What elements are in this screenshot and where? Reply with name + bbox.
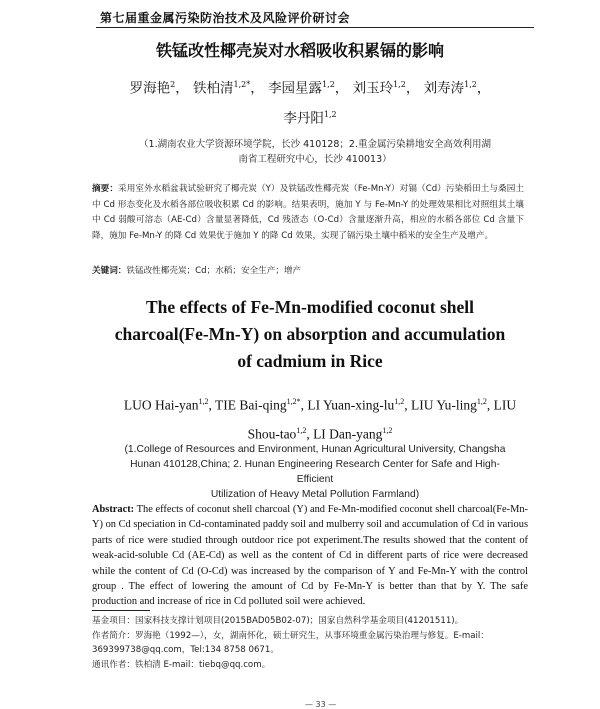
- author-affiliation-mark: 1,2: [198, 397, 209, 406]
- footnote-author: 作者简介：罗海艳（1992—），女，湖南怀化，硕士研究生，从事环境重金属污染治理与修复。E-mail：: [92, 630, 489, 641]
- author-name: 李园星露: [268, 80, 323, 97]
- author-name: 罗海艳: [129, 80, 171, 97]
- author-name: LUO Hai-yan: [123, 397, 199, 413]
- title-line: of cadmium in Rice: [237, 351, 383, 371]
- abstract-text: 采用室外水稻盆栽试验研究了椰壳炭（Y）及铁锰改性椰壳炭（Fe-Mn-Y）对镉（Cd）污染稻田土与桑园土中 Cd 形态变化及水稻各部位吸收积累 Cd 的影响。结果表明，施加 Y 与 Fe-Mn-Y 的处理效果相比对照组其土壤中 Cd 弱酸可溶态（AE-Cd）含量显著降低，Cd 残渣态（O-Cd）含量逐渐升高，相应的水稻各部位 Cd 含量下降，施加 Fe-Mn-Y 的降 Cd 效果优于施加 Y 的降 Cd 效果，实现了镉污染土壤中稻米的安全生产及增产。: [92, 184, 524, 241]
- affiliation-line: Utilization of Heavy Metal Pollution Farmland): [210, 489, 420, 500]
- abstract-text: The effects of coconut shell charcoal (Y) and Fe-Mn-modified coconut shell charcoal(Fe-Mn-Y) on Cd speciation in Cd-contaminated paddy soil and mulberry soil and accumulation of Cd in various parts of rice were studied through outdoor rice pot experiment.The results showed that the content of weak-acid-soluble Cd (AE-Cd) as well as the content of Cd in different parts of rice were decreased while the content of Cd (O-Cd) was increased by the comparison of Y and Fe-Mn-Y with the control group . The effect of lowering the amount of Cd by Fe-Mn-Y is better than that by Y. The safe production and increase of rice in Cd polluted soil were achieved.: [92, 504, 528, 608]
- author-affiliation-mark: 1,2: [322, 80, 335, 89]
- page-number: — 33 —: [305, 700, 337, 709]
- footnote-author-contact: 369399738@qq.com，Tel:134 8758 0671。: [92, 645, 279, 655]
- header-rule: [96, 27, 534, 28]
- footnotes: [92, 614, 534, 672]
- author-name: LIU Yu-ling: [410, 397, 477, 413]
- author-name: TIE Bai-qing: [215, 397, 287, 413]
- footnote-rule: [92, 610, 150, 611]
- author-name: 李丹阳: [283, 110, 324, 126]
- author-name: LI Dan-yang: [313, 426, 383, 441]
- author-affiliation-mark: 1,2: [296, 425, 307, 435]
- english-authors: LUO Hai-yan$^{1,2}$, TIE Bai-qing$^{1,2*}$, LI Yuan-xing-lu$^{1,2}$, LIU Yu-ling$^{1,2}$, LIU Shou-tao$^{1,2}$, LI Dan-yang$^{1,2}$: [123, 397, 517, 441]
- author-affiliation-mark: 1,2: [464, 80, 477, 89]
- running-head: 第七届重金属污染防治技术及风险评价研讨会: [100, 11, 351, 25]
- author-affiliation-mark: 2: [170, 80, 176, 89]
- abstract-label: Abstract:: [92, 504, 135, 515]
- title-line: charcoal(Fe-Mn-Y) on absorption and accumulation: [114, 324, 506, 344]
- author-name: 刘寿涛: [423, 80, 465, 97]
- author-name: 铁柏清: [193, 80, 234, 97]
- author-name: 刘玉玲: [352, 80, 394, 97]
- author-affiliation-mark: 1,2*: [233, 80, 251, 89]
- footnote-fund: 基金项目：国家科技支撑计划项目(2015BAD05B02-07)；国家自然科学基金项目(41201511)。: [92, 616, 464, 626]
- keywords-label: 关键词：: [92, 266, 127, 276]
- title-line: The effects of Fe-Mn-modified coconut shell: [145, 297, 475, 317]
- affiliation-line: Hunan 410128,China; 2. Hunan Engineering Research Center for Safe and High-Efficient: [130, 459, 500, 485]
- author-affiliation-mark: 1,2: [394, 397, 405, 406]
- chinese-keywords: [92, 264, 524, 276]
- affiliation-line: 南省工程研究中心，长沙 410013）: [238, 154, 392, 165]
- english-abstract: [92, 502, 528, 610]
- author-affiliation-mark: 1,2: [393, 80, 406, 89]
- abstract-label: 摘要：: [92, 184, 119, 194]
- keywords-text: 铁锰改性椰壳炭；Cd；水稻；安全生产；增产: [126, 266, 302, 276]
- chinese-affiliation: [120, 137, 510, 167]
- english-title: [110, 294, 510, 375]
- author-affiliation-mark: 1,2: [382, 425, 393, 435]
- chinese-title: 铁锰改性椰壳炭对水稻吸收积累镉的影响: [155, 41, 444, 60]
- author-affiliation-mark: 1,2: [476, 397, 487, 406]
- author-affiliation-mark: 1,2*: [286, 397, 301, 406]
- author-name: LI Yuan-xing-lu: [307, 397, 395, 413]
- affiliation-line: (1.College of Resources and Environment, Hunan Agricultural University, Changsha: [124, 444, 506, 455]
- chinese-authors: 罗海艳$^2$， 铁柏清$^{1,2*}$， 李园星露$^{1,2}$， 刘玉玲$^{1,2}$， 刘寿涛$^{1,2}$， 李丹阳$^{1,2}$: [129, 80, 491, 126]
- author-name: LIU Shou-tao: [247, 397, 517, 441]
- affiliation-line: （1.湖南农业大学资源环境学院，长沙 410128；2.重金属污染耕地安全高效利用湖: [139, 139, 491, 150]
- chinese-abstract: [92, 182, 524, 244]
- footnote-correspondence: 通讯作者：铁柏清 E-mail：tiebq@qq.com。: [92, 659, 271, 670]
- author-affiliation-mark: 1,2: [323, 109, 337, 119]
- english-affiliation: [120, 442, 510, 502]
